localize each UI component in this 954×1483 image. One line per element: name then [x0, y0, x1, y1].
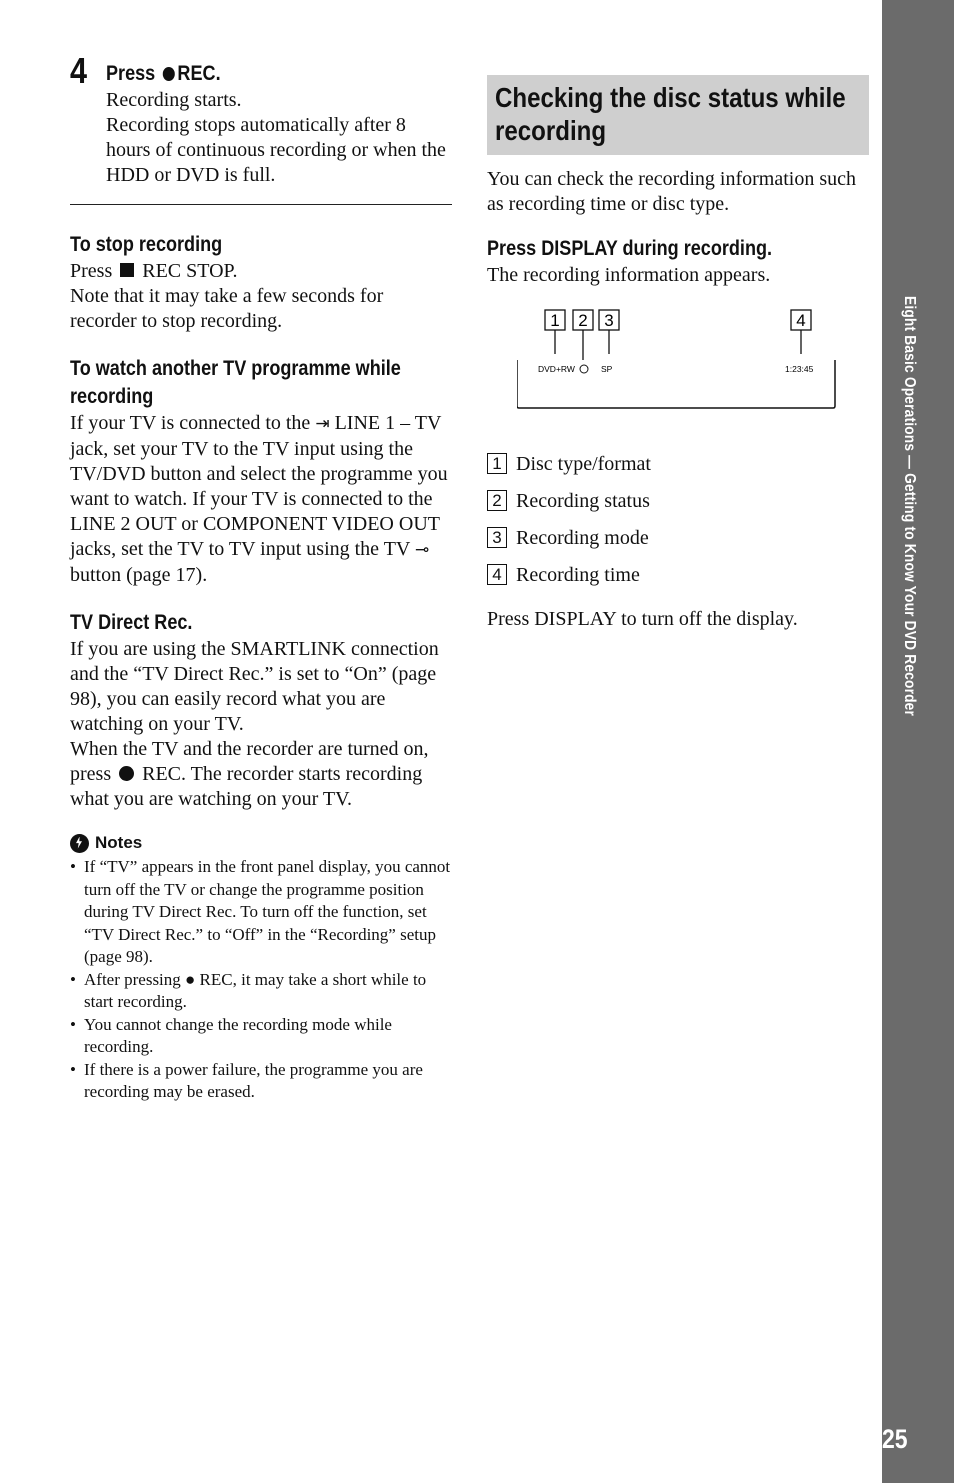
rec-status-circle — [580, 365, 588, 373]
footer-text: Press DISPLAY to turn off the display. — [487, 608, 798, 630]
tv-input-icon: ⊸ — [415, 540, 430, 560]
instruction-rec: REC. — [177, 62, 221, 85]
watch-heading: To watch another TV programme while recording — [70, 357, 401, 408]
section-title: Checking the disc status while recording — [495, 82, 846, 146]
info-appears: The recording information appears. — [487, 264, 771, 286]
notes-title: Notes — [95, 833, 143, 852]
step-4 — [70, 52, 452, 188]
callout-4 — [791, 310, 811, 354]
svg-text:3: 3 — [604, 311, 614, 330]
stop-rec-stop: REC STOP. — [142, 260, 238, 282]
svg-text:4: 4 — [796, 311, 806, 330]
line-input-icon: ⇥ — [315, 414, 330, 434]
note-item: • If “TV” appears in the front panel display, you cannot turn off the TV or change the programme position during TV Direct Rec. To turn off the function, set “TV Direct Rec.” to “Off” in the “Recording” setup (page 98). — [70, 856, 452, 969]
direct-para-2b: REC. The recorder starts recording what you are watching on your TV. — [70, 763, 423, 810]
instruction-press: Press — [106, 62, 156, 85]
disc-type-text: DVD+RW — [538, 364, 575, 374]
rec-dot-icon — [119, 766, 134, 781]
stop-note: Note that it may take a few seconds for recorder to stop recording. — [70, 285, 384, 332]
display-diagram — [517, 308, 841, 428]
right-column — [487, 75, 869, 632]
direct-para-1: If you are using the SMARTLINK connection and the “TV Direct Rec.” is set to “On” (page 98), you can easily record what you are watching on your TV. — [70, 638, 439, 735]
direct-heading: TV Direct Rec. — [70, 611, 193, 634]
notes-heading — [70, 832, 452, 854]
chapter-sidebar — [882, 0, 954, 1483]
svg-text:1: 1 — [550, 311, 560, 330]
rec-time-text: 1:23:45 — [785, 364, 814, 374]
callout-3 — [599, 310, 619, 354]
legend-item: 3 Recording mode — [487, 520, 869, 557]
watch-text-a: If your TV is connected to the — [70, 412, 311, 434]
press-display-heading: Press DISPLAY during recording. — [487, 237, 773, 260]
legend-item: 4 Recording time — [487, 557, 869, 594]
legend-list — [487, 446, 869, 594]
watch-section — [70, 355, 452, 588]
legend-item: 2 Recording status — [487, 483, 869, 520]
section-title-box — [487, 75, 869, 155]
rec-mode-text: SP — [601, 364, 613, 374]
step-line-2: Recording stops automatically after 8 hours of continuous recording or when the HDD or DVD is full. — [106, 114, 446, 186]
note-item: • You cannot change the recording mode while recording. — [70, 1014, 452, 1059]
legend-item: 1 Disc type/format — [487, 446, 869, 483]
direct-section — [70, 609, 452, 812]
stop-text — [70, 259, 452, 284]
stop-square-icon — [120, 263, 134, 277]
step-number: 4 — [70, 50, 88, 91]
callout-1 — [545, 310, 565, 354]
stop-press: Press — [70, 260, 113, 282]
direct-para-2 — [70, 737, 452, 812]
stop-section — [70, 231, 452, 334]
left-column — [70, 52, 452, 1104]
section-divider — [70, 204, 452, 205]
stop-heading: To stop recording — [70, 233, 223, 256]
step-instruction — [106, 52, 451, 88]
svg-text:2: 2 — [578, 311, 588, 330]
note-item: • After pressing ● REC, it may take a short while to start recording. — [70, 969, 452, 1014]
note-item: • If there is a power failure, the programme you are recording may be erased. — [70, 1059, 452, 1104]
lightning-note-icon — [70, 834, 89, 853]
direct-para-2a: When the TV and the recorder are turned on, press — [70, 738, 429, 785]
callout-2 — [573, 310, 593, 360]
watch-text-c: button (page 17). — [70, 564, 208, 586]
step-line-1: Recording starts. — [106, 89, 242, 111]
intro-text: You can check the recording information such as recording time or disc type. — [487, 168, 856, 215]
page-number: 25 — [882, 1424, 908, 1454]
chapter-title: Eight Basic Operations — Getting to Know Your DVD Recorder — [901, 296, 918, 717]
rec-dot-icon — [163, 67, 175, 81]
notes-list — [70, 856, 452, 1104]
watch-text-b: LINE 1 – TV jack, set your TV to the TV input using the TV/DVD button and select the programme you want to watch. If your TV is connected to the LINE 2 OUT or COMPONENT VIDEO OUT jacks, set the TV to TV input using the TV — [70, 412, 448, 560]
watch-text — [70, 411, 452, 588]
